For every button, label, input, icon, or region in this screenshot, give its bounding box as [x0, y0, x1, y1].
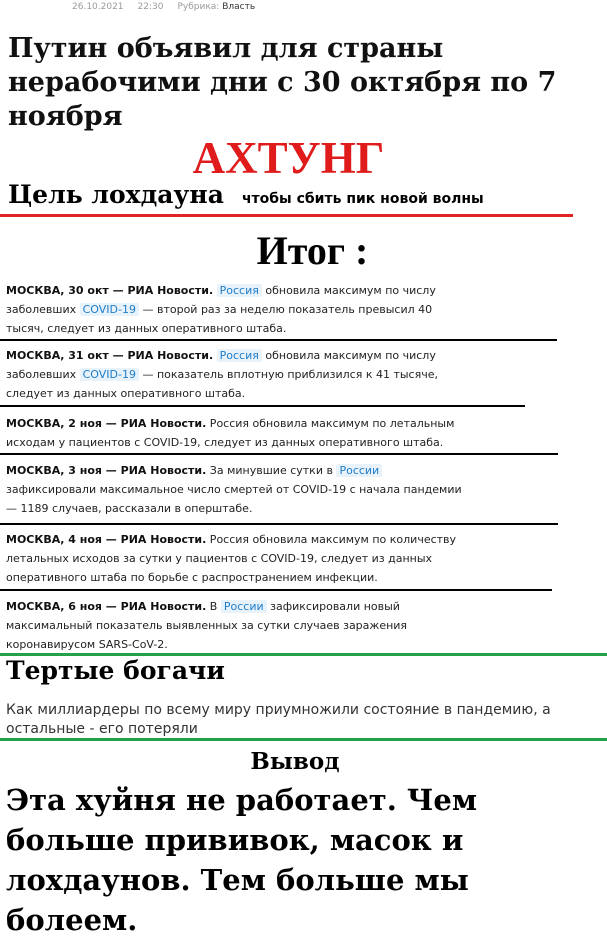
news-dateline: МОСКВА, 31 окт — РИА Новости. — [6, 349, 214, 362]
news-tag-link[interactable]: Россия — [217, 284, 262, 297]
vyvod-caption: Вывод — [250, 748, 340, 775]
news-dateline: МОСКВА, 2 ноя — РИА Новости. — [6, 417, 207, 430]
goal-text: чтобы сбить пик новой волны — [241, 191, 484, 207]
news-text: — второй раз за неделю показатель превысил 40 тысяч, следует из данных оперативного штаба. — [6, 303, 433, 335]
news-dateline: МОСКВА, 6 ноя — РИА Новости. — [6, 600, 207, 613]
green-divider-bottom — [0, 738, 607, 741]
news-dateline: МОСКВА, 30 окт — РИА Новости. — [6, 284, 214, 297]
news-text: зафиксировали новый максимальный показатель выявленных за сутки случаев заражения коронавирусом SARS-CoV-2. — [6, 600, 408, 651]
news-divider — [0, 453, 558, 455]
news-item — [6, 461, 466, 518]
news-tag-link[interactable]: России — [336, 464, 382, 477]
achtung-caption: АХТУНГ — [192, 133, 385, 183]
rich-title-link[interactable]: Тертые богачи — [6, 656, 225, 685]
conclusion-text: Эта хуйня не работает. Чем больше прививок, масок и лохдаунов. Тем больше мы болеем. — [6, 783, 478, 937]
news-text: Россия обновила максимум по летальным исходам у пациентов с COVID-19, следует из данных оперативного штаба. — [6, 417, 455, 449]
news-item — [6, 281, 466, 338]
news-text: зафиксировали максимальное число смертей от COVID-19 с начала пандемии — 1189 случаев, рассказали в оперштабе. — [6, 483, 462, 515]
news-divider — [0, 405, 525, 407]
news-item — [6, 346, 466, 403]
rubric-link[interactable]: Власть — [222, 2, 256, 12]
news-tag-link[interactable]: COVID-19 — [80, 368, 139, 381]
news-tag-link[interactable]: Россия — [217, 349, 262, 362]
article-time: 22:30 — [137, 2, 164, 12]
news-text: — показатель вплотную приблизился к 41 тысяче, следует из данных оперативного штаба. — [6, 368, 438, 400]
news-tag-link[interactable]: COVID-19 — [80, 303, 139, 316]
goal-title: Цель лохдауна — [8, 180, 224, 209]
news-dateline: МОСКВА, 4 ноя — РИА Новости. — [6, 533, 207, 546]
rubric-label: Рубрика: — [177, 2, 220, 12]
article-headline: Путин объявил для страны нерабочими дни с 30 октября по 7 ноября — [8, 33, 557, 132]
goal-row — [8, 180, 484, 209]
article-date: 26.10.2021 — [72, 2, 124, 12]
red-divider — [0, 214, 573, 217]
news-item — [6, 530, 466, 587]
news-tag-link[interactable]: России — [221, 600, 267, 613]
news-dateline: МОСКВА, 3 ноя — РИА Новости. — [6, 464, 207, 477]
news-divider — [0, 523, 558, 525]
news-text: За минувшие сутки в — [206, 464, 337, 477]
rich-subtitle: Как миллиардеры по всему миру приумножили состояние в пандемию, а остальные - его потеряли — [6, 702, 551, 737]
article-meta — [72, 2, 255, 12]
news-text: Россия обновила максимум по количеству летальных исходов за сутки у пациентов с COVID-19, следует из данных оперативного штаба по борьбе с распространением инфекции. — [6, 533, 457, 584]
itog-caption: Итог : — [256, 228, 369, 273]
news-item — [6, 597, 466, 654]
news-item — [6, 414, 466, 452]
news-text: обновила максимум по числу заболевших — [6, 284, 436, 316]
news-text: обновила максимум по числу заболевших — [6, 349, 436, 381]
news-divider — [0, 339, 557, 341]
news-text: В — [206, 600, 221, 613]
news-divider — [0, 589, 552, 591]
